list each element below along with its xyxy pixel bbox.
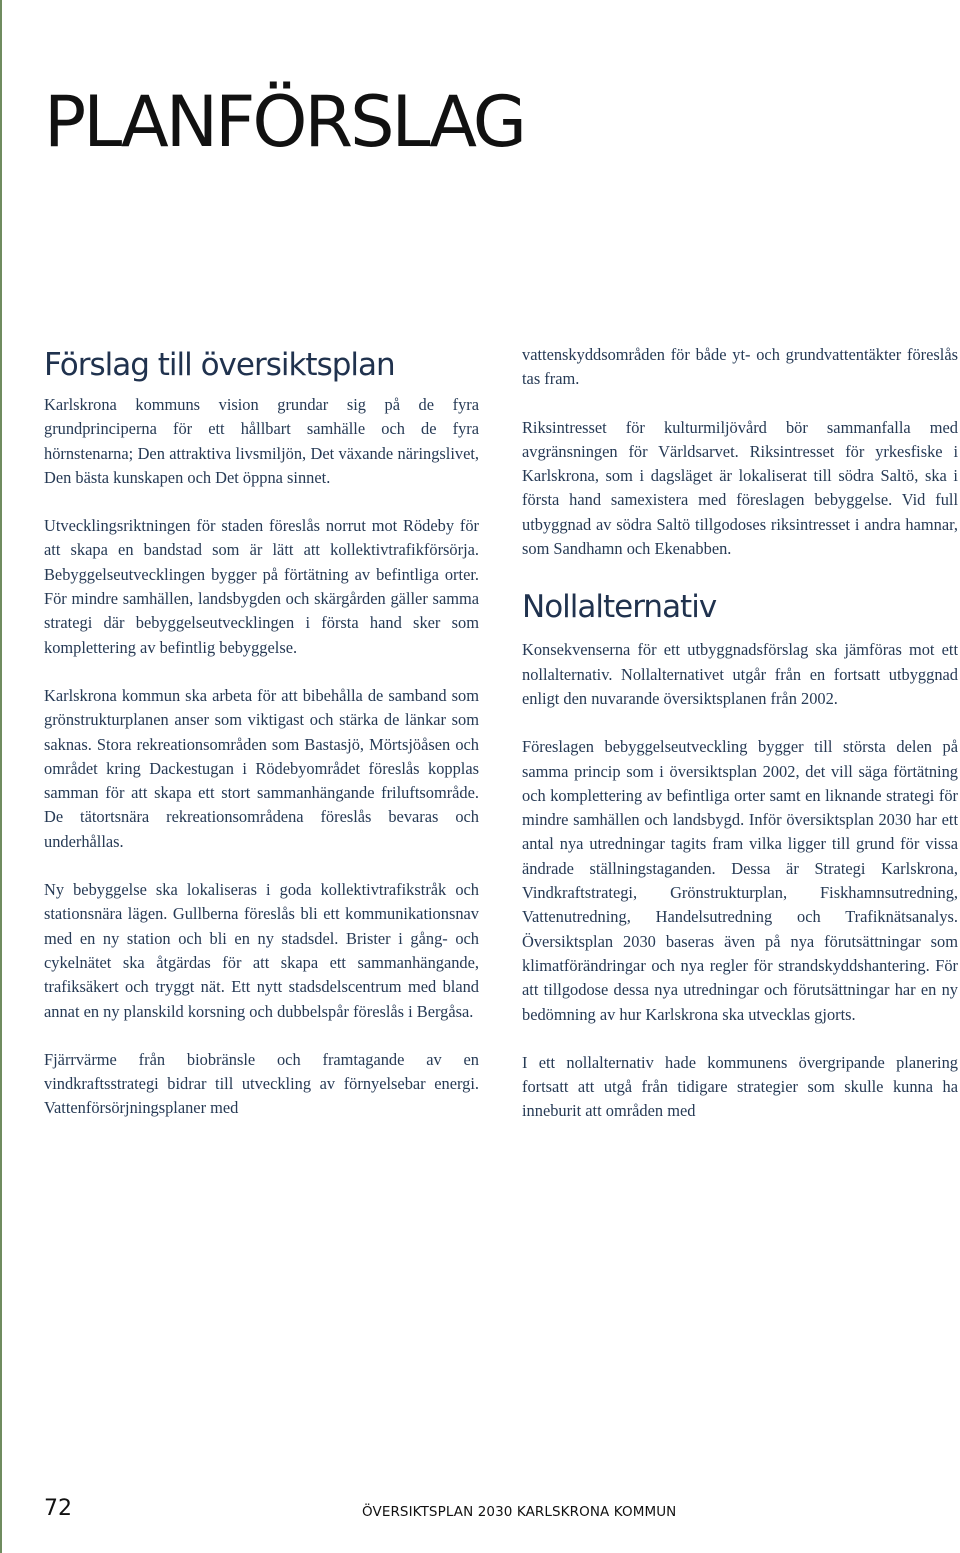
paragraph-gronstruktur: Karlskrona kommun ska arbeta för att bibehålla de samband som grönstrukturplanen anser som viktigast och stärka de länkar som saknas. Stora rekreationsområden som Bastasjö, Mörtsjöåsen och området kring Dackestugan i Rödebyområdet föreslås kopplas samman för att skapa ett stort sammanhängande friluftsområde. De tätortsnära rekreationsområdena föreslås bevaras och underhållas. — [44, 685, 479, 851]
paragraph-utvecklingsriktning: Utvecklingsriktningen för staden föreslås norrut mot Rödeby för att skapa en bandstad som är lätt att kollektivtrafikförsörja. Bebyggelseutvecklingen bygger på förtätning av befintliga orter. För mindre samhällen, landsbygden och skärgården gäller samma strategi där bebyggelseutvecklingen i första hand sker som komplettering av befintlig bebyggelse. — [44, 516, 479, 657]
right-column — [522, 343, 958, 1148]
paragraph-bebyggelseutveckling: Föreslagen bebyggelseutveckling bygger till största delen på samma princip som i översiktsplan 2002, det vill säga förtätning och komplettering av befintliga orter samt en liknande strategi för mindre samhällen och landsbygd. Inför översiktsplan 2030 har ett antal nya utredningar tagits fram vilka ligger till grund för vissa ändrade ställningstaganden. Dessa är Strategi Karlskrona, Vindkraftstrategi, Grönstrukturplan, Fiskhamnsutredning, Vattenutredning, Handelsutredning och Trafiknätsanalys. Översiktsplan 2030 baseras även på nya förutsättningar som klimatförändringar och nya regler för strandskyddshantering. För att tillgodose dessa nya utredningar och förutsättningar har en ny bedömning av hur Karlskrona ska utvecklas gjorts. — [522, 737, 958, 1024]
paragraph-riksintressen: Riksintresset för kulturmiljövård bör sammanfalla med avgränsningen för Världsarvet. Riksintresset för yrkesfiske i Karlskrona, som i dagsläget är lokaliserat till södra Saltö, ska i första hand samexistera med föreslagen bebyggelse. Vid full utbyggnad av södra Saltö tillgodoses riksintresset i andra hamnar, som Sandhamn och Ekenabben. — [522, 417, 958, 559]
paragraph-konsekvenser: Konsekvenserna för ett utbyggnadsförslag ska jämföras mot ett nollalternativ. Nollalternativet utgår från en fortsatt utbyggnad enligt den nuvarande översiktsplanen från 2002. — [522, 640, 958, 708]
paragraph-vision: Karlskrona kommuns vision grundar sig på de fyra grundprinciperna för ett hållbart samhälle och de fyra hörnstenarna; Den attraktiva livsmiljön, Det växande näringslivet, Den bästa kunskapen och Det öppna sinnet. — [44, 395, 479, 487]
footer-title: ÖVERSIKTSPLAN 2030 KARLSKRONA KOMMUN — [362, 1504, 677, 1520]
paragraph-kollektivtrafik: Ny bebyggelse ska lokaliseras i goda kollektivtrafikstråk och stationsnära lägen. Gullberna föreslås bli ett kommunikationsnav med en ny station och bli en ny stadsdel. Brister i gång- och cykelnätet ska åtgärdas för att skapa ett sammanhängande, trafiksäkert och tryggt nät. Ett nytt stadsdelscentrum med bland annat en ny planskild korsning och dubbelspår föreslås i Bergåsa. — [44, 880, 479, 1021]
paragraph-energi: Fjärrvärme från biobränsle och framtagande av en vindkraftsstrategi bidrar till utveckling av förnyelsebar energi. Vattenförsörjningsplaner med — [44, 1049, 479, 1118]
page-title: PLANFÖRSLAG — [44, 81, 525, 163]
left-column — [44, 340, 479, 1145]
paragraph-nollalternativ: I ett nollalternativ hade kommunens övergripande planering fortsatt att utgå från tidigare strategier som skulle kunna ha inneburit att områden med — [522, 1052, 958, 1121]
page-edge-line — [0, 0, 2, 1553]
section-heading-nollalternativ: Nollalternativ — [522, 589, 717, 626]
page-number: 72 — [44, 1496, 72, 1521]
paragraph-vattenskydd: vattenskyddsområden för både yt- och grundvattentäkter föreslås tas fram. — [522, 345, 958, 389]
section-heading-forslag: Förslag till översiktsplan — [44, 347, 395, 383]
